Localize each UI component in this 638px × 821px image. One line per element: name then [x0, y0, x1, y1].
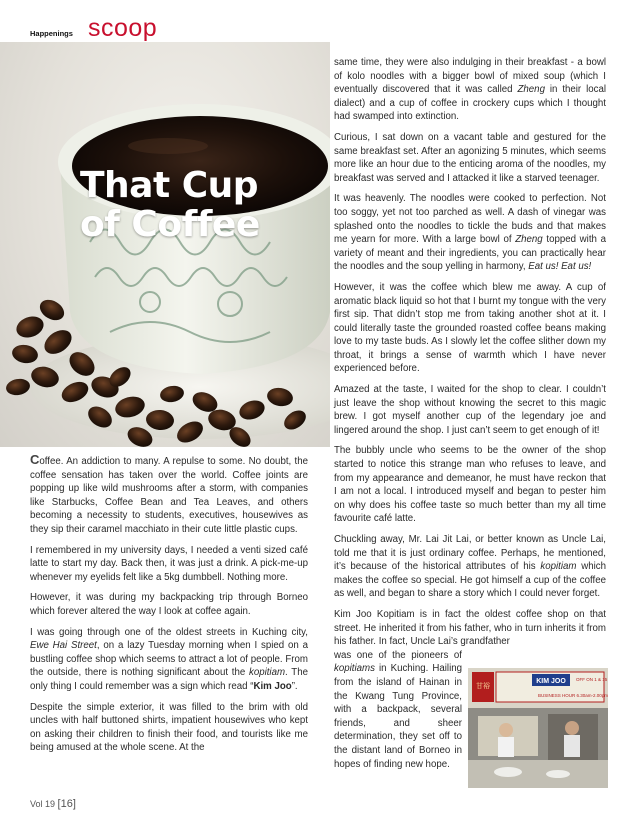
- coffee-hero-image: [0, 42, 330, 447]
- section-label: Happenings: [30, 29, 73, 38]
- page-footer: [30, 798, 76, 810]
- paragraph: It was heavenly. The noodles were cooked to perfection. Not too soggy, yet not too parched as well. A dash of vinegar was splashed onto the noodles to tickle the buds and that makes me yearn for more. With a large bowl of Zheng topped with a variety of meant and their ingredients, you can practically hear the noodles and the soup yelling in harmony, Eat us! Eat us!: [334, 193, 606, 273]
- business-hours-text: BUSINESS HOUR 6.30am-2.00pm: [538, 693, 608, 698]
- paragraph: I was going through one of the oldest streets in Kuching city, Ewe Hai Street, on a lazy Tuesday morning when I spied on a bustling coffee shop which seems to attract a lot of people. From the outside, there is nothing significant about the kopitiam. The only thing I could remember was a sign which read “Kim Joo”.: [30, 626, 308, 692]
- kim-joo-sign-text: KIM JOO: [536, 678, 566, 685]
- paragraph: However, it was the coffee which blew me away. A cup of aromatic black liquid so hot that I burnt my tongue with the very first sip. That didn’t stop me from taking another shot at it. I could literally taste the grounded roasted coffee beans making love to my taste buds. As I slowly let the coffee slither down my throat, it brings a sense of warmth which I have never experienced before.: [334, 281, 606, 375]
- paragraph: I remembered in my university days, I needed a venti sized café latte to start my day. Back then, it was just a drink. A pick-me-up whenever my eyelids felt like a 5kg dumbbell. Nothing more.: [30, 544, 308, 583]
- paragraph: Curious, I sat down on a vacant table and gestured for the same breakfast set. After an agonizing 5 minutes, which seems more like an hour due to the enticing aroma of the noodles, my breakfast was served and I attacked it like a starved teenager.: [334, 131, 606, 184]
- paragraph: Chuckling away, Mr. Lai Jit Lai, or better known as Uncle Lai, told me that it is just ordinary coffee. Perhaps, he mentioned, it’s because of the historical attributes of his kopitiam which makes the coffee so special. He got himself a cup of the coffee as well, and began to share a story which I could never forget.: [334, 534, 606, 600]
- paragraph: Despite the simple exterior, it was filled to the brim with old uncles with half buttoned shirts, impatient housewives who kept on asking their children to finish their food, and tourists like me being amused at the whole scene. At the: [30, 701, 308, 754]
- right-column: [334, 56, 606, 771]
- off-day-text: OFF ON 1 & 15: [576, 677, 608, 682]
- paragraph: Amazed at the taste, I waited for the shop to clear. I couldn’t just leave the shop without knowing the secret to this magic brew. I got myself another cup of the legendary joe and lingered around the shop. I just can’t seem to get enough of it!: [334, 384, 606, 436]
- section-title: scoop: [88, 14, 158, 42]
- kim-joo-shop-photo: [468, 668, 608, 788]
- article-title-line1: That Cup: [80, 165, 259, 206]
- article-title: [80, 166, 260, 244]
- kopitiam-term: kopitiam: [248, 667, 286, 679]
- paragraph: same time, they were also indulging in their breakfast - a bowl of kolo noodles with a bigger bowl of mixed soup (which I eventually discovered that it was called Zheng in their local dialect) and a cup of coffee in crockery cups which I thought had swamped into extinction.: [334, 57, 606, 123]
- paragraph: However, it was during my backpacking trip through Borneo which forever altered the way I look at coffee again.: [30, 592, 308, 617]
- shop-photo-illustration: [468, 668, 608, 788]
- left-column: [30, 453, 308, 762]
- street-name: Ewe Hai Street: [30, 640, 97, 652]
- paragraph: Kim Joo Kopitiam is in fact the oldest coffee shop on that street. He inherited it from his father, who in turn inherits it from his father. In fact, Uncle Lai’s grandfather: [334, 608, 606, 648]
- shop-sign-name: Kim Joo: [253, 680, 292, 692]
- paragraph: Coffee. An addiction to many. A repulse to some. No doubt, the coffee sensation has taken over the world. Coffee joints are popping up like wild mushrooms after a storm, with companies like Starbucks, Coffee Bean and Tea Leaves, and others becoming a necessity to students, executives, housewives as they sip their caramel macchiato in their cute little plastic cups.: [30, 452, 308, 535]
- volume-label: Vol 19: [30, 799, 56, 809]
- drop-cap: C: [30, 452, 40, 467]
- page-number: [16]: [57, 798, 76, 810]
- paragraph: The bubbly uncle who seems to be the owner of the shop started to notice this strange man who refuses to leave, and from my appearance and demeanor, he must have reckon that I am not a local. I introduced myself and began to pester him on why does his coffee taste so much better than my all time favourite café latte.: [334, 445, 606, 525]
- chinese-sign-text: 甘裕: [476, 682, 490, 690]
- paragraph: was one of the pioneers of kopitiams in Kuching. Hailing from the island of Hainan in the Kwang Tung Province, with a backpack, several friends, and sheer determination, they set off to the distant land of Borneo in hopes of finding new hope.: [334, 649, 462, 770]
- article-title-line2: of Coffee: [80, 204, 260, 245]
